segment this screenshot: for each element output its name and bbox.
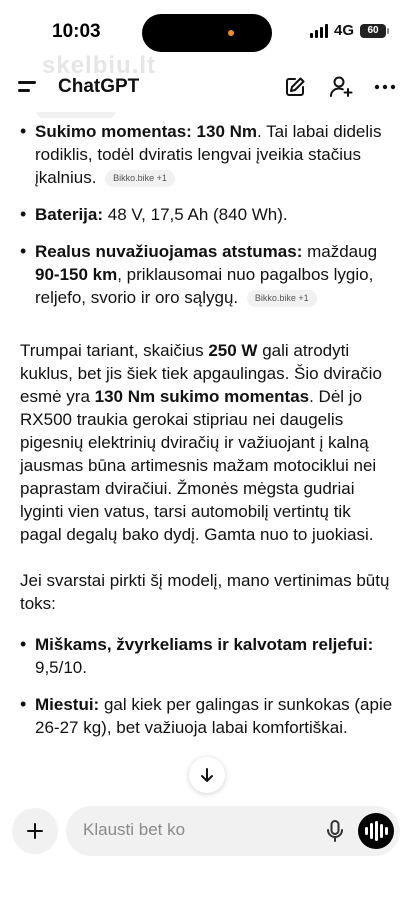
signal-icon: [310, 24, 328, 38]
plus-icon: [25, 821, 45, 841]
composer: [0, 800, 414, 900]
bullet-bold: Miškams, žvyrkeliams ir kalvotam reljefui:: [35, 635, 374, 654]
message-input[interactable]: [66, 806, 400, 856]
dynamic-island: [142, 14, 272, 52]
paragraph-bold: 130 Nm sukimo momentas: [94, 387, 310, 406]
app-title: ChatGPT: [58, 76, 140, 97]
app-header: [0, 62, 414, 112]
list-item: [20, 633, 396, 679]
bullet-text: 9,5/10.: [35, 658, 87, 677]
paragraph: Jei svarstai pirkti šį modelį, mano vertinimas būtų toks:: [20, 571, 390, 613]
scroll-down-button[interactable]: [189, 757, 225, 793]
watermark: skelbiu.lt: [42, 52, 157, 79]
edit-icon[interactable]: [282, 74, 308, 100]
input-placeholder: Klausti bet ko: [83, 820, 186, 839]
voice-mode-button[interactable]: [358, 813, 394, 849]
list-item: [20, 120, 396, 189]
microphone-icon[interactable]: [324, 819, 346, 843]
status-indicators: [310, 22, 386, 39]
clock: 10:03: [52, 21, 101, 42]
bullet-text: maždaug: [302, 242, 378, 261]
paragraph-text: gali atrodyti kuklus, bet jis šiek tiek apgaulingas. Šio dviračio esmė yra: [20, 341, 382, 406]
source-chip[interactable]: Bikko.bike +1: [105, 170, 175, 187]
bullet-text: 48 V, 17,5 Ah (840 Wh).: [103, 205, 288, 224]
add-attachment-button[interactable]: [12, 808, 58, 854]
bullet-bold: Miestui:: [35, 695, 100, 714]
menu-icon[interactable]: [18, 80, 40, 94]
arrow-down-icon: [198, 766, 216, 784]
list-item: [20, 203, 396, 226]
bullet-bold: Baterija:: [35, 205, 104, 224]
paragraph-text: Trumpai tariant, skaičius: [20, 341, 209, 360]
bullet-text: gal kiek per galingas ir sunkokas (apie 26-27 kg), bet važiuoja labai komfortiškai.: [35, 695, 393, 737]
paragraph: [20, 339, 396, 546]
message-body: [20, 120, 396, 753]
bullet-text: . Tai labai didelis rodiklis, todėl dviratis lengvai įveikia stačius įkalnius.: [35, 122, 382, 187]
add-person-icon[interactable]: [328, 74, 354, 100]
list-item: [20, 240, 396, 309]
bullet-bold: 90-150 km: [35, 265, 118, 284]
source-chip[interactable]: Bikko.bike +1: [247, 290, 317, 307]
bullet-text: , priklausomai nuo pagalbos lygio, reljefo, svorio ir oro sąlygų.: [35, 265, 374, 307]
network-type: 4G: [333, 22, 354, 39]
paragraph-bold: 250 W: [208, 341, 258, 360]
battery-icon: 60: [360, 24, 386, 38]
bullet-bold: Sukimo momentas: 130 Nm: [35, 122, 258, 141]
paragraph-text: . Dėl jo RX500 traukia gerokai stipriau nei daugelis pigesnių elektrinių dviračių ir važiuojant į kalną jausmas būna artimesnis mažam motociklui nei paprastam dviračiui. Žmonės mėgsta gudriai lyginti vien vatus, tarsi automobilį vertintų tik pagal degalų bako dydį. Gamta nuo to juokiasi.: [20, 387, 377, 544]
source-chip-partial: [36, 112, 116, 118]
more-icon[interactable]: [372, 74, 398, 100]
chat-message: [0, 112, 414, 802]
list-item: [20, 693, 396, 739]
bullet-bold: Realus nuvažiuojamas atstumas:: [35, 242, 303, 261]
recording-indicator-icon: [228, 30, 234, 36]
